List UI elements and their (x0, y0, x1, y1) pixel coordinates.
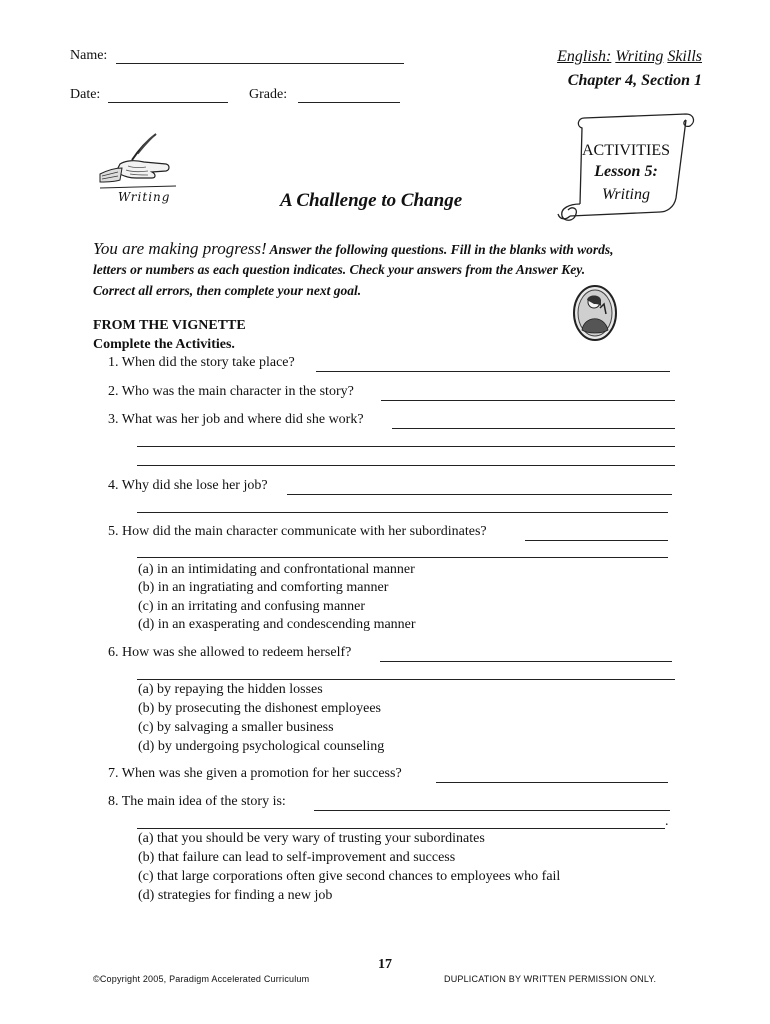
section-subheading: Complete the Activities. (93, 337, 235, 352)
period-mark: . (665, 814, 669, 829)
answer-line-5b[interactable] (137, 557, 668, 558)
logo-caption: Writing (118, 190, 171, 204)
answer-line-3a[interactable] (392, 428, 675, 429)
q6-option-a: (a) by repaying the hidden losses (138, 682, 323, 697)
intro-rest-1: Answer the following questions. Fill in the blanks with words, (266, 242, 614, 257)
q5-option-c: (c) in an irritating and confusing manner (138, 599, 366, 614)
name-label: Name: (70, 48, 108, 63)
scroll-line-3: Writing (601, 186, 650, 203)
question-8: 8. The main idea of the story is: (108, 794, 286, 809)
q8-option-a: (a) that you should be very wary of trusting your subordinates (138, 831, 485, 846)
question-2: 2. Who was the main character in the story? (108, 384, 354, 399)
question-3: 3. What was her job and where did she work? (108, 412, 364, 427)
chapter-title: Chapter 4, Section 1 (567, 72, 702, 89)
q5-option-d: (d) in an exasperating and condescending manner (138, 617, 416, 632)
answer-line-2[interactable] (381, 400, 675, 401)
name-field[interactable] (116, 63, 404, 64)
q8-option-c: (c) that large corporations often give second chances to employees who fail (138, 869, 561, 884)
answer-line-3c[interactable] (137, 465, 675, 466)
q6-option-d: (d) by undergoing psychological counseling (138, 739, 385, 754)
answer-line-8b[interactable] (137, 828, 665, 829)
portrait-medallion (572, 284, 618, 342)
copyright-text: ©Copyright 2005, Paradigm Accelerated Curriculum (93, 974, 310, 984)
grade-field[interactable] (298, 102, 400, 103)
question-5: 5. How did the main character communicate with her subordinates? (108, 524, 487, 539)
answer-line-3b[interactable] (137, 446, 675, 447)
question-6: 6. How was she allowed to redeem herself? (108, 645, 352, 660)
answer-line-6b[interactable] (137, 679, 675, 680)
q6-option-c: (c) by salvaging a smaller business (138, 720, 334, 735)
section-heading: FROM THE VIGNETTE (93, 318, 246, 333)
intro-lead: You are making progress! (93, 239, 267, 258)
answer-line-4a[interactable] (287, 494, 672, 495)
course-skills: Skills (667, 48, 702, 65)
answer-line-6a[interactable] (380, 661, 672, 662)
course-writing: Writing (615, 48, 664, 65)
answer-line-4b[interactable] (137, 512, 668, 513)
answer-line-1[interactable] (316, 371, 670, 372)
q5-option-b: (b) in an ingratiating and comforting manner (138, 580, 389, 595)
answer-line-8a[interactable] (314, 810, 670, 811)
page-number: 17 (378, 957, 392, 972)
course-title (557, 48, 702, 66)
date-label: Date: (70, 87, 101, 102)
writing-logo (96, 130, 186, 210)
scroll-line-2: Lesson 5: (594, 163, 658, 180)
intro-line-1 (93, 239, 614, 259)
q8-option-b: (b) that failure can lead to self-improvement and success (138, 850, 456, 865)
q5-option-a: (a) in an intimidating and confrontational manner (138, 562, 415, 577)
grade-label: Grade: (249, 87, 288, 102)
q8-option-d: (d) strategies for finding a new job (138, 888, 333, 903)
answer-line-5a[interactable] (525, 540, 668, 541)
course-prefix: English: (557, 48, 612, 65)
q6-option-b: (b) by prosecuting the dishonest employees (138, 701, 382, 716)
duplication-text: DUPLICATION BY WRITTEN PERMISSION ONLY. (444, 974, 657, 984)
question-1: 1. When did the story take place? (108, 355, 295, 370)
question-4: 4. Why did she lose her job? (108, 478, 268, 493)
date-field[interactable] (108, 102, 228, 103)
intro-line-3: Correct all errors, then complete your next goal. (93, 283, 362, 298)
scroll-line-1: ACTIVITIES (582, 142, 670, 159)
page-title: A Challenge to Change (280, 190, 463, 211)
hand-quill-icon (96, 130, 186, 194)
woman-portrait-icon (572, 284, 618, 342)
activities-scroll (550, 108, 700, 228)
answer-line-7[interactable] (436, 782, 668, 783)
question-7: 7. When was she given a promotion for her success? (108, 766, 402, 781)
intro-line-2: letters or numbers as each question indicates. Check your answers from the Answer Key. (93, 262, 586, 277)
